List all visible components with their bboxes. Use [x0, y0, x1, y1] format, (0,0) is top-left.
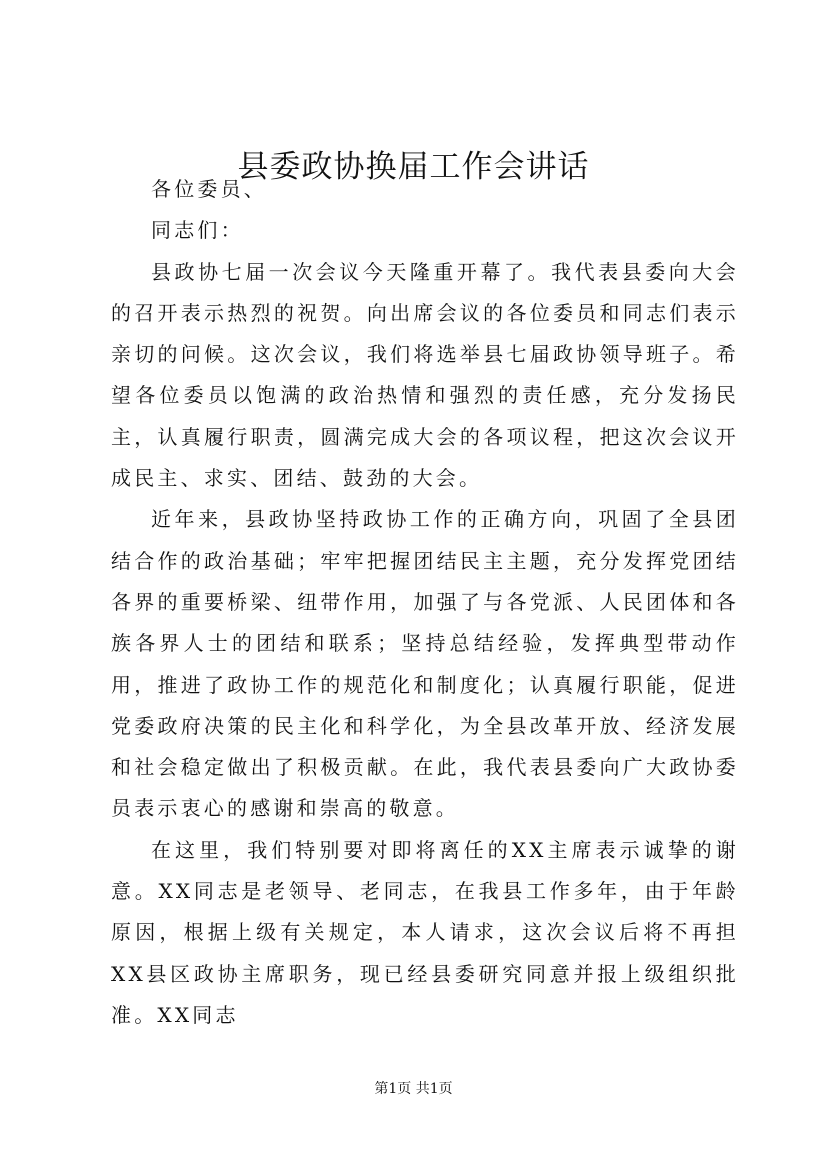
greeting-line: 各位委员、 [151, 177, 267, 201]
document-title: 县委政协换届工作会讲话 [237, 149, 590, 185]
body-paragraph: 在这里，我们特别要对即将离任的XX主席表示诚挚的谢意。XX同志是老领导、老同志，在我县工作多年，由于年龄原因，根据上级有关规定，本人请求，这次会议后将不再担XX县区政协主席职务，现已经县委研究同意并报上级组织批准。XX同志 [111, 837, 739, 1027]
greeting-line: 同志们： [151, 218, 244, 243]
body-paragraph: 县政协七届一次会议今天隆重开幕了。我代表县委向大会的召开表示热烈的祝贺。向出席会议的各位委员和同志们表示亲切的问候。这次会议，我们将选举县七届政协领导班子。希望各位委员以饱满的政治热情和强烈的责任感，充分发扬民主，认真履行职责，圆满完成大会的各项议程，把这次会议开成民主、求实、团结、鼓劲的大会。 [111, 259, 739, 491]
body-paragraph: 近年来，县政协坚持政协工作的正确方向，巩固了全县团结合作的政治基础；牢牢把握团结民主主题，充分发挥党团结各界的重要桥梁、纽带作用，加强了与各党派、人民团体和各族各界人士的团结和联系；坚持总结经验，发挥典型带动作用，推进了政协工作的规范化和制度化；认真履行职能，促进党委政府决策的民主化和科学化，为全县改革开放、经济发展和社会稳定做出了积极贡献。在此，我代表县委向广大政协委员表示衷心的感谢和崇高的敬意。 [111, 507, 739, 821]
document-body [111, 169, 739, 1036]
page-footer: 第1页 共1页 [374, 1081, 453, 1097]
